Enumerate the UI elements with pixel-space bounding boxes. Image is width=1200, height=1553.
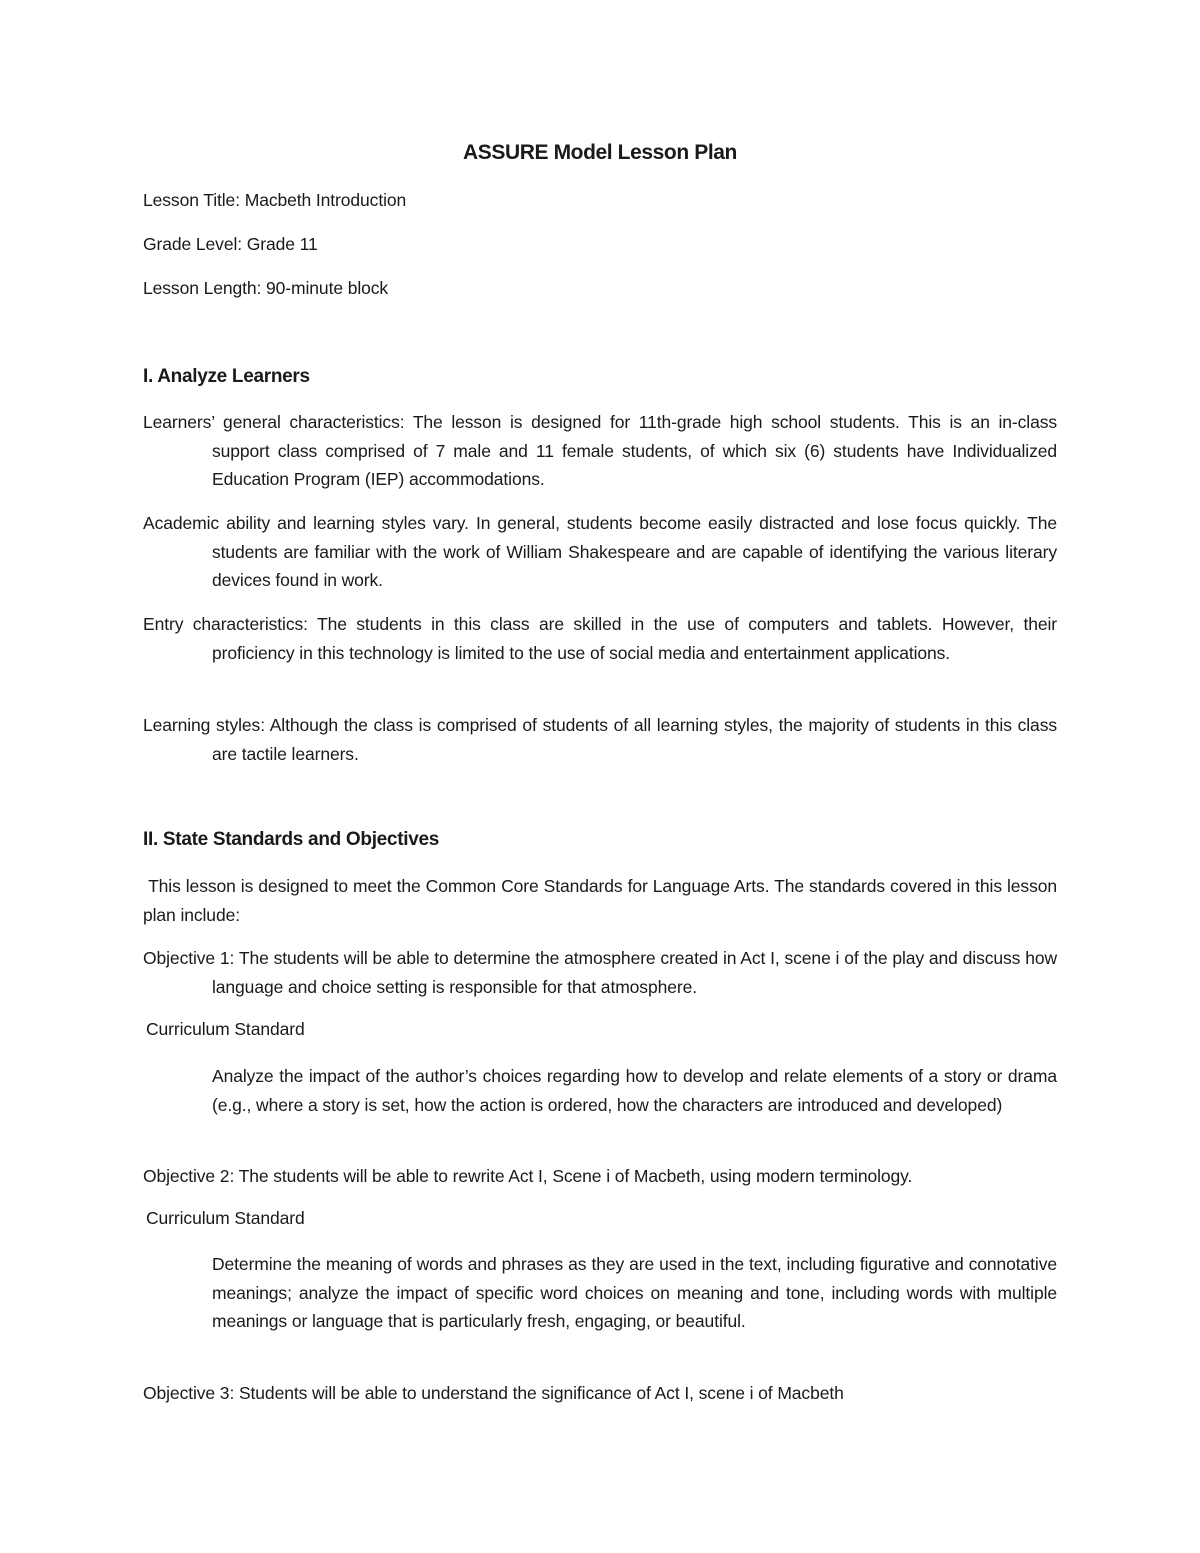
curriculum-standard-label-2: Curriculum Standard bbox=[146, 1208, 305, 1228]
paragraph-entry-characteristics: Entry characteristics: The students in this class are skilled in the use of computers and tablets. However, their proficiency in this technology is limited to the use of social media and entertainment applications. bbox=[143, 614, 1057, 663]
paragraph-learning-styles: Learning styles: Although the class is comprised of students of all learning styles, the majority of students in this class are tactile learners. bbox=[143, 715, 1057, 764]
paragraph-general-characteristics: Learners’ general characteristics: The lesson is designed for 11th-grade high school students. This is an in-class support class comprised of 7 male and 11 female students, of which six (6) students have Individualized Education Program (IEP) accommodations. bbox=[143, 412, 1057, 489]
objective-1: Objective 1: The students will be able to determine the atmosphere created in Act I, scene i of the play and discuss how language and choice setting is responsible for that atmosphere. bbox=[143, 948, 1057, 997]
section-heading-analyze-learners: I. Analyze Learners bbox=[143, 366, 310, 387]
curriculum-standard-text-2: Determine the meaning of words and phrases as they are used in the text, including figurative and connotative meanings; analyze the impact of specific word choices on meaning and tone, including words with multiple meanings or language that is particularly fresh, engaging, or beautiful. bbox=[212, 1254, 1057, 1331]
curriculum-standard-text-1: Analyze the impact of the author’s choices regarding how to develop and relate elements of a story or drama (e.g., where a story is set, how the action is ordered, how the characters are introduced and developed) bbox=[212, 1066, 1057, 1115]
curriculum-standard-label-1: Curriculum Standard bbox=[146, 1019, 305, 1039]
objective-3: Objective 3: Students will be able to understand the significance of Act I, scene i of Macbeth bbox=[143, 1383, 844, 1403]
objective-2: Objective 2: The students will be able to rewrite Act I, Scene i of Macbeth, using modern terminology. bbox=[143, 1166, 913, 1186]
standards-intro-paragraph: This lesson is designed to meet the Common Core Standards for Language Arts. The standards covered in this lesson plan include: bbox=[143, 876, 1062, 925]
paragraph-academic-ability: Academic ability and learning styles vary. In general, students become easily distracted and lose focus quickly. The students are familiar with the work of William Shakespeare and are capable of identifying the various literary devices found in work. bbox=[143, 513, 1057, 590]
lesson-title-line: Lesson Title: Macbeth Introduction bbox=[143, 190, 407, 210]
document-title: ASSURE Model Lesson Plan bbox=[463, 141, 737, 164]
lesson-length-line: Lesson Length: 90-minute block bbox=[143, 278, 389, 298]
grade-level-line: Grade Level: Grade 11 bbox=[143, 234, 318, 254]
section-heading-standards-objectives: II. State Standards and Objectives bbox=[143, 829, 440, 850]
